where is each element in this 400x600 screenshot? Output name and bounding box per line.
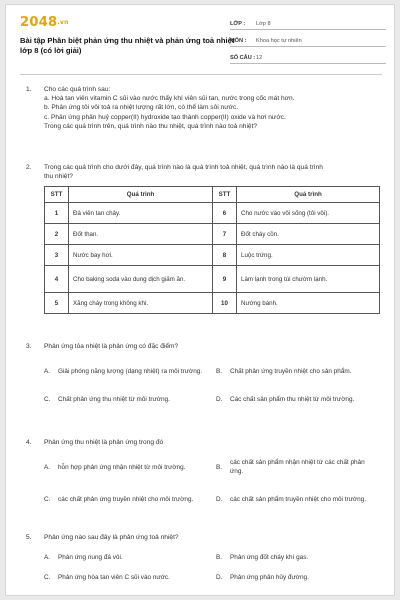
- meta-value: Khoa học tự nhiên: [256, 38, 302, 44]
- table-cell-process: Làm lạnh trong túi chườm lạnh.: [237, 266, 380, 293]
- table-cell-number: 1: [45, 203, 69, 224]
- table-cell-process: Nướng bánh.: [237, 293, 380, 314]
- question-3-options: [44, 361, 382, 421]
- table-header-row: [45, 187, 380, 203]
- option-text: các chất phản ứng truyền nhiệt cho môi trường.: [58, 495, 194, 503]
- option-text: Chất phản ứng thu nhiệt từ môi trường.: [58, 395, 170, 403]
- option-letter: A.: [44, 463, 51, 471]
- option-letter: B.: [216, 367, 223, 375]
- table-cell-process: Đốt cháy cồn.: [237, 224, 380, 245]
- header-divider: [20, 74, 382, 75]
- question-line: c. Phản ứng phân huỷ copper(II) hydroxide tạo thành copper(II) oxide và hơi nước.: [44, 113, 286, 121]
- question-line: thu nhiệt?: [44, 173, 73, 181]
- question-1: [26, 85, 382, 131]
- option-a[interactable]: [44, 361, 204, 381]
- option-b[interactable]: [216, 551, 382, 563]
- question-text: Phản ứng nào sau đây là phản ứng toả nhiệt?: [44, 534, 179, 541]
- option-a[interactable]: [44, 457, 194, 477]
- option-letter: B.: [216, 463, 223, 471]
- question-number: 2.: [26, 164, 32, 171]
- option-text: Phản ứng hòa tan viên C sủi vào nước.: [58, 573, 170, 581]
- option-letter: A.: [44, 553, 51, 561]
- question-3: [26, 342, 382, 351]
- question-line: b. Phản ứng tôi vôi toả ra nhiệt lượng rất lớn, có thể làm sôi nước.: [44, 104, 239, 112]
- table-cell-number: 3: [45, 245, 69, 266]
- question-number: 5.: [26, 534, 32, 541]
- table-cell-process: Xăng cháy trong không khí.: [69, 293, 213, 314]
- table-cell-process: Cho baking soda vào dung dịch giấm ăn.: [69, 266, 213, 293]
- meta-row-class: [230, 17, 386, 30]
- option-d[interactable]: [216, 489, 376, 509]
- question-text: Phản ứng tỏa nhiệt là phản ứng có đặc điểm?: [44, 343, 179, 350]
- option-b[interactable]: [216, 457, 372, 477]
- option-text: các chất sản phẩm nhận nhiệt từ các chất phản ứng.: [230, 459, 365, 475]
- option-b[interactable]: [216, 361, 382, 381]
- question-line: a. Hoà tan viên vitamin C sủi vào nước thấy khí viên sủi tan, nước trong cốc mát hơn.: [44, 95, 295, 103]
- question-line: Cho các quá trình sau:: [44, 86, 111, 93]
- option-d[interactable]: [216, 389, 366, 409]
- table-row: [45, 203, 380, 224]
- table-cell-number: 9: [213, 266, 237, 293]
- question-5: [26, 533, 382, 542]
- site-logo[interactable]: [20, 15, 69, 30]
- worksheet-title: [20, 36, 245, 56]
- option-letter: D.: [216, 573, 223, 581]
- question-4-options: [44, 457, 382, 517]
- process-table: [44, 186, 380, 314]
- option-a[interactable]: [44, 551, 209, 563]
- table-cell-process: Đá viên tan chảy.: [69, 203, 213, 224]
- meta-value: Lớp 8: [256, 21, 271, 27]
- title-line-1: Bài tập Phân biệt phản ứng thu nhiệt và phản ứng toả nhiệt: [20, 36, 235, 45]
- option-letter: C.: [44, 495, 51, 503]
- question-text: Phản ứng thu nhiệt là phản ứng trong đó: [44, 439, 164, 446]
- table-row: [45, 293, 380, 314]
- table-cell-number: 2: [45, 224, 69, 245]
- option-letter: C.: [44, 573, 51, 581]
- question-number: 1.: [26, 86, 32, 93]
- option-letter: D.: [216, 495, 223, 503]
- option-text: Các chất sản phẩm thu nhiệt từ môi trường.: [230, 395, 355, 403]
- question-body: [44, 163, 382, 181]
- question-number: 3.: [26, 343, 32, 350]
- option-c[interactable]: [44, 571, 214, 583]
- meta-info: [230, 17, 386, 68]
- table-cell-number: 6: [213, 203, 237, 224]
- option-d[interactable]: [216, 571, 382, 583]
- table-cell-number: 5: [45, 293, 69, 314]
- table-header: Quá trình: [237, 187, 380, 203]
- question-4: [26, 438, 382, 447]
- table-cell-number: 8: [213, 245, 237, 266]
- option-c[interactable]: [44, 489, 204, 509]
- worksheet-page: [5, 4, 395, 596]
- option-c[interactable]: [44, 389, 204, 409]
- option-text: Chất phản ứng truyền nhiệt cho sản phẩm.: [230, 367, 352, 375]
- table-row: [45, 245, 380, 266]
- meta-value: 12: [256, 55, 263, 61]
- table-header: STT: [45, 187, 69, 203]
- table-row: [45, 224, 380, 245]
- table-cell-process: Luộc trứng.: [237, 245, 380, 266]
- table-header: STT: [213, 187, 237, 203]
- table-row: [45, 266, 380, 293]
- option-text: Giải phóng năng lượng (dạng nhiệt) ra môi trường.: [58, 367, 203, 375]
- question-5-options: [44, 551, 382, 591]
- meta-key: LỚP :: [230, 21, 246, 27]
- meta-row-subject: [230, 34, 386, 47]
- option-letter: B.: [216, 553, 223, 561]
- table-cell-number: 7: [213, 224, 237, 245]
- option-letter: A.: [44, 367, 51, 375]
- question-number: 4.: [26, 439, 32, 446]
- logo-main: 2048: [20, 15, 58, 30]
- table-cell-process: Cho nước vào vôi sống (tôi vôi).: [237, 203, 380, 224]
- question-line: Trong các quá trình cho dưới đây, quá trình nào là quá trình toả nhiệt, quá trình nào là quá trình: [44, 164, 323, 171]
- table-header: Quá trình: [69, 187, 213, 203]
- meta-row-count: [230, 51, 386, 64]
- option-text: Phản ứng đốt cháy khí gas.: [230, 553, 309, 561]
- option-text: các chất sản phẩm truyền nhiệt cho môi trường.: [230, 495, 366, 503]
- meta-key: MÔN :: [230, 38, 247, 44]
- table-cell-number: 10: [213, 293, 237, 314]
- option-letter: C.: [44, 395, 51, 403]
- option-letter: D.: [216, 395, 223, 403]
- table-cell-number: 4: [45, 266, 69, 293]
- table-cell-process: Nước bay hơi.: [69, 245, 213, 266]
- option-text: Phản ứng phân hủy đường.: [230, 573, 309, 581]
- title-line-2: lớp 8 (có lời giải): [20, 46, 82, 55]
- question-body: [44, 85, 382, 131]
- question-line: Trong các quá trình trên, quá trình nào thu nhiệt, quá trình nào toả nhiệt?: [44, 122, 258, 130]
- option-text: hỗn hợp phản ứng nhận nhiệt từ môi trường.: [58, 463, 186, 471]
- meta-key: SỐ CÂU :: [230, 55, 256, 61]
- table-cell-process: Đốt than.: [69, 224, 213, 245]
- logo-suffix: .vn: [57, 19, 69, 26]
- option-text: Phản ứng nung đá vôi.: [58, 553, 123, 561]
- question-2: [26, 163, 382, 181]
